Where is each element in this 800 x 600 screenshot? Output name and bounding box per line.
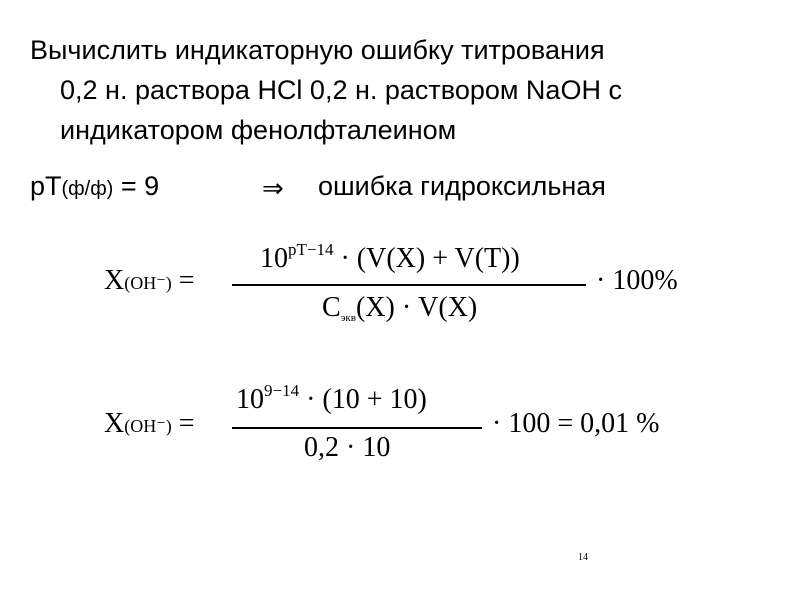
formula-numeric-tail: · 100 = 0,01 % <box>492 408 660 439</box>
num-base: 10 <box>260 243 288 274</box>
lhs-sub: (OH⁻) <box>124 416 172 436</box>
num-rest: · (10 + 10) <box>306 384 427 415</box>
task-text <box>30 30 770 150</box>
formula-numeric-numerator <box>236 381 427 416</box>
num-base: 10 <box>236 384 264 415</box>
lhs-equals: = <box>178 408 195 439</box>
error-type-text: ошибка гидроксильная <box>318 171 606 201</box>
pt-equals: = 9 <box>120 171 160 201</box>
lhs-equals: = <box>178 265 195 296</box>
pt-label: pT <box>30 171 62 201</box>
formula-general-denominator <box>322 292 477 324</box>
lhs-x: X <box>104 408 125 439</box>
formula-general-lhs <box>104 265 195 297</box>
page-number: 14 <box>578 552 588 563</box>
fraction-bar-numeric <box>232 427 482 429</box>
lhs-x: X <box>104 265 125 296</box>
den-c: C <box>322 292 341 323</box>
num-rest: · (V(X) + V(T)) <box>340 243 520 274</box>
num-exponent: 9−14 <box>264 381 300 400</box>
implies-arrow-icon: ⇒ <box>262 173 284 203</box>
den-sub: экв <box>340 312 356 324</box>
task-line-1: Вычислить индикаторную ошибку титрования <box>30 35 605 65</box>
lhs-sub: (OH⁻) <box>124 273 172 293</box>
formula-numeric-lhs <box>104 408 195 440</box>
task-line-3: индикатором фенолфталеином <box>60 115 457 145</box>
task-line-2: 0,2 н. раствора HCl 0,2 н. раствором NaOH с <box>60 75 622 105</box>
num-exponent: pT−14 <box>288 240 334 259</box>
den-rest: (X) · V(X) <box>355 292 478 323</box>
pt-subscript: (ф/ф) <box>61 178 114 200</box>
formula-general-numerator <box>260 240 520 275</box>
pt-value-line <box>30 166 159 209</box>
formula-general-tail: · 100% <box>596 265 678 296</box>
fraction-bar-general <box>232 284 586 286</box>
formula-numeric-denominator: 0,2 · 10 <box>304 432 391 463</box>
